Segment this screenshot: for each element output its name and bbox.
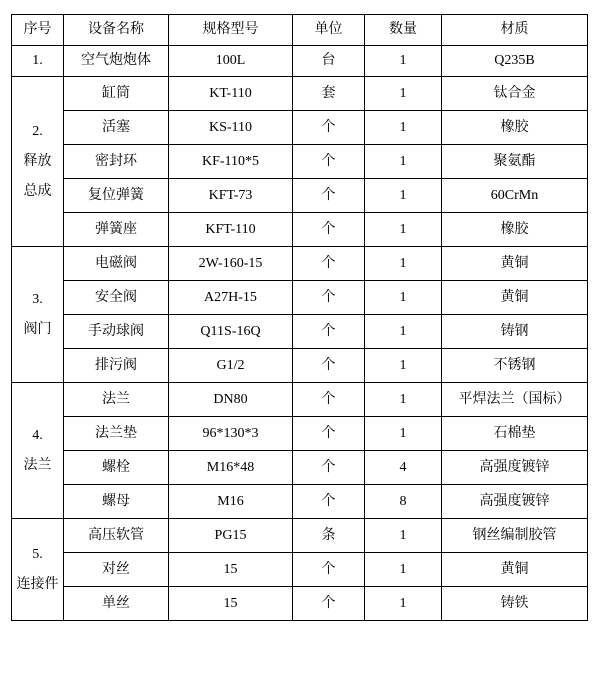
cell-unit: 个 (293, 349, 365, 383)
cell-qty: 8 (365, 485, 442, 519)
group-label-line: 法兰 (23, 457, 52, 473)
cell-name: 对丝 (64, 553, 169, 587)
cell-qty: 1 (365, 247, 442, 281)
header-qty: 数量 (365, 15, 442, 46)
cell-qty: 4 (365, 451, 442, 485)
cell-name: 法兰 (64, 383, 169, 417)
header-seq: 序号 (12, 15, 64, 46)
cell-unit: 个 (293, 417, 365, 451)
group-label-line: 5. (32, 546, 43, 562)
cell-unit: 个 (293, 485, 365, 519)
cell-material: 铸钢 (442, 315, 588, 349)
cell-qty: 1 (365, 383, 442, 417)
cell-material: 不锈钢 (442, 349, 588, 383)
cell-material: 高强度镀锌 (442, 485, 588, 519)
cell-material: 橡胶 (442, 111, 588, 145)
cell-qty: 1 (365, 213, 442, 247)
cell-qty: 1 (365, 519, 442, 553)
group-label-cell (12, 77, 64, 247)
cell-unit: 个 (293, 145, 365, 179)
cell-unit: 个 (293, 247, 365, 281)
cell-qty: 1 (365, 77, 442, 111)
cell-material: 橡胶 (442, 213, 588, 247)
group-label-line: 总成 (23, 183, 52, 199)
cell-material: 石棉垫 (442, 417, 588, 451)
cell-material: 平焊法兰（国标） (442, 383, 588, 417)
cell-name: 单丝 (64, 587, 169, 621)
table-row (12, 111, 588, 145)
table-row (12, 145, 588, 179)
cell-name: 螺栓 (64, 451, 169, 485)
header-unit: 单位 (293, 15, 365, 46)
cell-spec: KF-110*5 (169, 145, 293, 179)
cell-material: 黄铜 (442, 281, 588, 315)
table-row (12, 485, 588, 519)
cell-spec: 15 (169, 587, 293, 621)
cell-spec: 2W-160-15 (169, 247, 293, 281)
cell-seq: 1. (12, 46, 64, 77)
cell-unit: 个 (293, 213, 365, 247)
cell-name: 排污阀 (64, 349, 169, 383)
cell-unit: 个 (293, 315, 365, 349)
cell-unit: 个 (293, 451, 365, 485)
cell-material: Q235B (442, 46, 588, 77)
group-label-line: 释放 (23, 153, 52, 169)
table-row (12, 315, 588, 349)
table-row (12, 213, 588, 247)
cell-spec: KFT-73 (169, 179, 293, 213)
cell-material: 钛合金 (442, 77, 588, 111)
cell-qty: 1 (365, 179, 442, 213)
header-material: 材质 (442, 15, 588, 46)
group-label-line: 4. (32, 427, 43, 443)
cell-material: 60CrMn (442, 179, 588, 213)
cell-spec: PG15 (169, 519, 293, 553)
cell-spec: 100L (169, 46, 293, 77)
cell-name: 螺母 (64, 485, 169, 519)
equipment-table (11, 14, 588, 621)
cell-name: 复位弹簧 (64, 179, 169, 213)
cell-unit: 个 (293, 587, 365, 621)
cell-name: 弹簧座 (64, 213, 169, 247)
cell-name: 法兰垫 (64, 417, 169, 451)
cell-qty: 1 (365, 315, 442, 349)
equipment-list-document (11, 14, 587, 621)
cell-spec: G1/2 (169, 349, 293, 383)
cell-unit: 个 (293, 281, 365, 315)
cell-spec: 15 (169, 553, 293, 587)
group-label-line: 3. (32, 291, 43, 307)
cell-spec: Q11S-16Q (169, 315, 293, 349)
cell-spec: DN80 (169, 383, 293, 417)
cell-spec: M16*48 (169, 451, 293, 485)
cell-material: 黄铜 (442, 247, 588, 281)
group-label-line: 阀门 (23, 321, 52, 337)
table-row (12, 247, 588, 281)
cell-material: 铸铁 (442, 587, 588, 621)
cell-name: 缸筒 (64, 77, 169, 111)
cell-name: 空气炮炮体 (64, 46, 169, 77)
table-row (12, 519, 588, 553)
cell-spec: 96*130*3 (169, 417, 293, 451)
cell-qty: 1 (365, 111, 442, 145)
cell-spec: M16 (169, 485, 293, 519)
table-row (12, 383, 588, 417)
table-header-row (12, 15, 588, 46)
cell-material: 高强度镀锌 (442, 451, 588, 485)
cell-unit: 个 (293, 553, 365, 587)
group-label-cell (12, 383, 64, 519)
cell-qty: 1 (365, 46, 442, 77)
cell-name: 安全阀 (64, 281, 169, 315)
cell-qty: 1 (365, 587, 442, 621)
group-label-line: 连接件 (16, 576, 59, 592)
table-row (12, 587, 588, 621)
cell-spec: KT-110 (169, 77, 293, 111)
cell-unit: 个 (293, 383, 365, 417)
cell-qty: 1 (365, 281, 442, 315)
cell-spec: A27H-15 (169, 281, 293, 315)
cell-spec: KFT-110 (169, 213, 293, 247)
cell-unit: 个 (293, 179, 365, 213)
cell-unit: 台 (293, 46, 365, 77)
table-row (12, 451, 588, 485)
table-row (12, 553, 588, 587)
table-row (12, 46, 588, 77)
group-label-cell (12, 519, 64, 621)
cell-unit: 套 (293, 77, 365, 111)
group-label-cell (12, 247, 64, 383)
cell-name: 高压软管 (64, 519, 169, 553)
group-label-line: 2. (32, 123, 43, 139)
cell-name: 活塞 (64, 111, 169, 145)
cell-material: 聚氨酯 (442, 145, 588, 179)
cell-spec: KS-110 (169, 111, 293, 145)
table-row (12, 349, 588, 383)
cell-qty: 1 (365, 417, 442, 451)
cell-name: 电磁阀 (64, 247, 169, 281)
table-row (12, 281, 588, 315)
cell-unit: 个 (293, 111, 365, 145)
table-row (12, 179, 588, 213)
cell-name: 密封环 (64, 145, 169, 179)
cell-name: 手动球阀 (64, 315, 169, 349)
cell-qty: 1 (365, 145, 442, 179)
table-row (12, 417, 588, 451)
table-row (12, 77, 588, 111)
header-name: 设备名称 (64, 15, 169, 46)
cell-unit: 条 (293, 519, 365, 553)
cell-material: 钢丝编制胶管 (442, 519, 588, 553)
header-spec: 规格型号 (169, 15, 293, 46)
cell-qty: 1 (365, 349, 442, 383)
cell-qty: 1 (365, 553, 442, 587)
cell-material: 黄铜 (442, 553, 588, 587)
